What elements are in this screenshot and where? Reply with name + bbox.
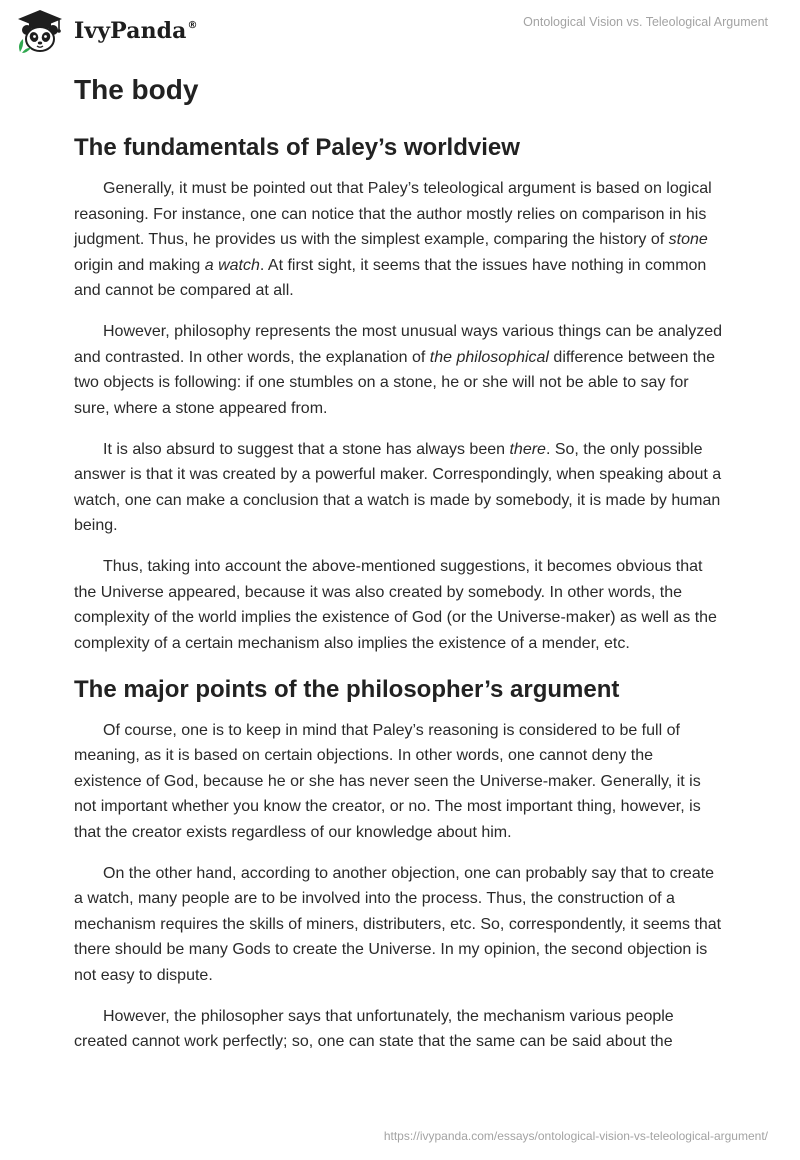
paragraph: Of course, one is to keep in mind that Paley’s reasoning is considered to be full of meaning, as it is based on certain objections. In other words, one cannot deny the existence of God, because he or she has never seen the Universe-maker. Generally, it is not important whether you know the creator, or no. The most important thing, however, is that the creator exists regardless of our knowledge about him. — [74, 721, 701, 841]
section-heading-fundamentals: The fundamentals of Paley’s worldview — [74, 134, 520, 161]
ivypanda-logo[interactable] — [14, 8, 204, 54]
section-heading-major-points: The major points of the philosopher’s argument — [74, 675, 620, 703]
paragraph: It is also absurd to suggest that a stone has always been there. So, the only possible answer is that it was created by a powerful maker. Correspondingly, when speaking about a watch, one can make a conclusion that a watch is made by somebody, it is made by human being. — [74, 440, 722, 534]
page-header — [0, 0, 800, 60]
source-url[interactable]: https://ivypanda.com/essays/ontological-vision-vs-teleological-argument/ — [383, 1129, 768, 1143]
paragraph: On the other hand, according to another objection, one can probably say that to create a watch, many people are to be involved into the process. Thus, the construction of a mechanism requires the skills of miners, distributers, etc. So, correspondently, it seems that there should be many Gods to create the Universe. In my opinion, the second objection is not easy to dispute. — [74, 864, 722, 984]
paragraph: However, the philosopher says that unfortunately, the mechanism various people created cannot work perfectly; so, one can state that the same can be said about the — [74, 1007, 674, 1050]
panda-graduation-cap-icon — [14, 8, 66, 54]
essay-content — [74, 68, 724, 1070]
paragraph: However, philosophy represents the most unusual ways various things can be analyzed and contrasted. In other words, the explanation of the philosophical difference between the two objects is following: if one stumbles on a stone, he or she will not be able to say for sure, where a stone appeared from. — [74, 323, 723, 417]
page-title: The body — [74, 74, 199, 105]
document-title: Ontological Vision vs. Teleological Argument — [523, 15, 768, 29]
paragraph: Thus, taking into account the above-mentioned suggestions, it becomes obvious that the Universe appeared, because it was also created by somebody. In other words, the complexity of the world implies the existence of God (or the Universe-maker) as well as the complexity of a certain mechanism also implies the existence of a mender, etc. — [74, 558, 717, 652]
paragraph: Generally, it must be pointed out that Paley’s teleological argument is based on logical reasoning. For instance, one can notice that the author mostly relies on comparison in his judgment. Thus, he provides us with the simplest example, comparing the history of stone origin and making a watch. At first sight, it seems that the issues have nothing in common and cannot be compared at all. — [74, 180, 712, 299]
logo-wordmark: IvyPanda® — [74, 18, 198, 44]
